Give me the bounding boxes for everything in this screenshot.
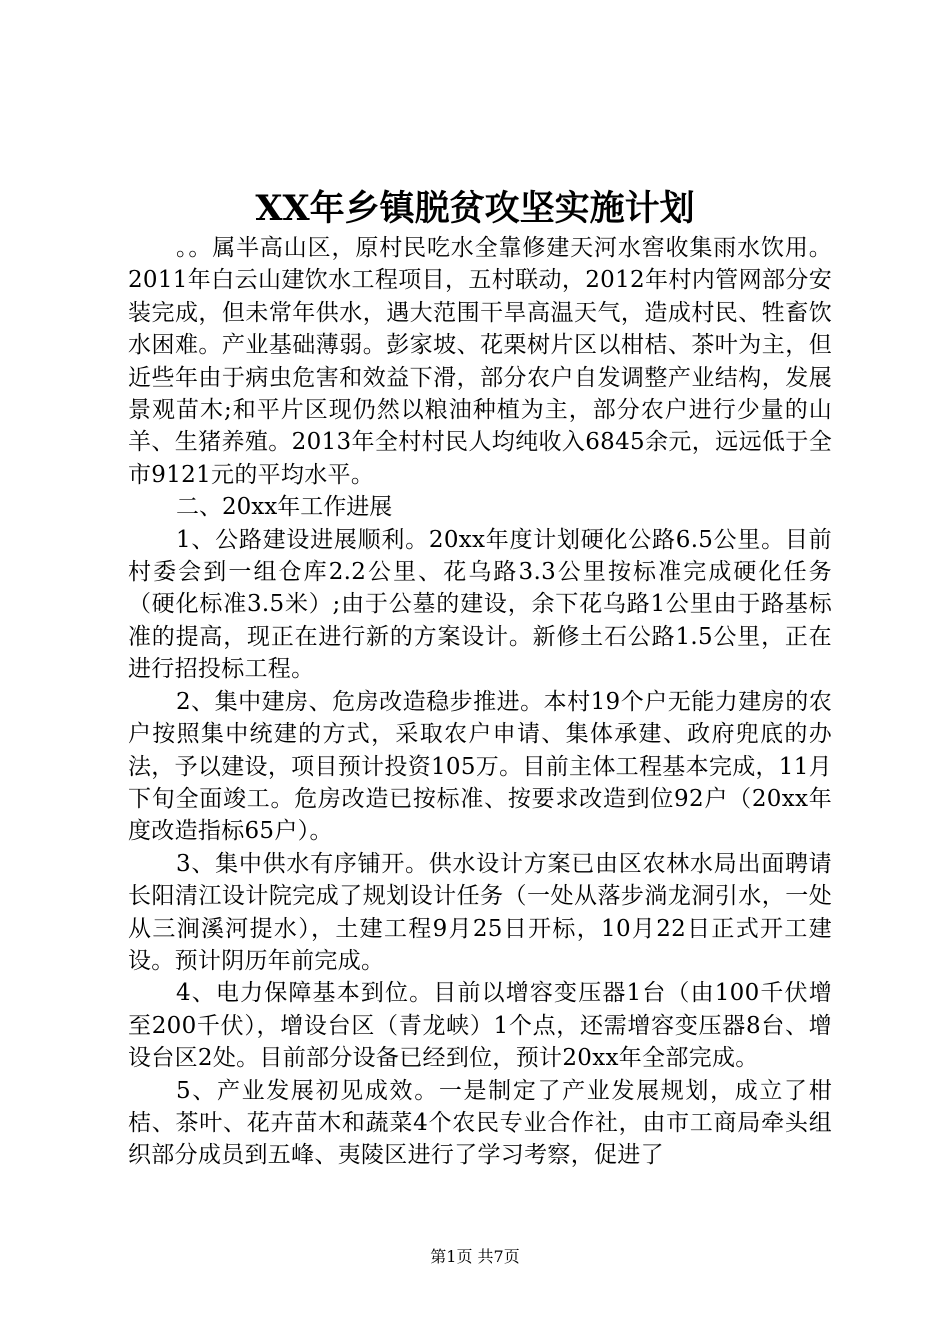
document-body bbox=[128, 232, 832, 1172]
paragraph-water-supply: 3、集中供水有序铺开。供水设计方案已由区农林水局出面聘请长阳清江设计院完成了规划设计任务（一处从落步淌龙洞引水，一处从三涧溪河提水），土建工程9月25日开标，10月22日正式开工建设。预计阴历年前完成。 bbox=[128, 850, 832, 974]
paragraph-industry: 5、产业发展初见成效。一是制定了产业发展规划，成立了柑桔、茶叶、花卉苗木和蔬菜4个农民专业合作社，由市工商局牵头组织部分成员到五峰、夷陵区进行了学习考察，促进了 bbox=[128, 1077, 832, 1169]
section-heading-progress: 二、20xx年工作进展 bbox=[176, 494, 393, 521]
paragraph-power-supply: 4、电力保障基本到位。目前以增容变压器1台（由100千伏增至200千伏），增设台区（青龙峡）1个点，还需增容变压器8台、增设台区2处。目前部分设备已经到位，预计20xx年全部完成。 bbox=[128, 980, 832, 1072]
page-footer: 第1页 共7页 bbox=[430, 1247, 520, 1266]
paragraph-housing: 2、集中建房、危房改造稳步推进。本村19个户无能力建房的农户按照集中统建的方式，采取农户申请、集体承建、政府兜底的办法，予以建设，项目预计投资105万。目前主体工程基本完成，11月下旬全面竣工。危房改造已按标准、按要求改造到位92户（20xx年度改造指标65户）。 bbox=[128, 688, 832, 845]
paragraph-background: 。。属半高山区，原村民吃水全靠修建天河水窖收集雨水饮用。2011年白云山建饮水工程项目，五村联动，2012年村内管网部分安装完成，但未常年供水，遇大范围干旱高温天气，造成村民、牲畜饮水困难。产业基础薄弱。彭家坡、花栗树片区以柑桔、茶叶为主，但近些年由于病虫危害和效益下滑，部分农户自发调整产业结构，发展景观苗木;和平片区现仍然以粮油种植为主，部分农户进行少量的山羊、生猪养殖。2013年全村村民人均纯收入6845余元，远远低于全市9121元的平均水平。 bbox=[128, 235, 832, 488]
paragraph-road-construction: 1、公路建设进展顺利。20xx年度计划硬化公路6.5公里。目前村委会到一组仓库2.2公里、花乌路3.3公里按标准完成硬化任务（硬化标准3.5米）;由于公墓的建设，余下花乌路1公里由于路基标准的提高，现正在进行新的方案设计。新修土石公路1.5公里，正在进行招投标工程。 bbox=[128, 526, 832, 683]
document-title: XX年乡镇脱贫攻坚实施计划 bbox=[255, 188, 695, 229]
